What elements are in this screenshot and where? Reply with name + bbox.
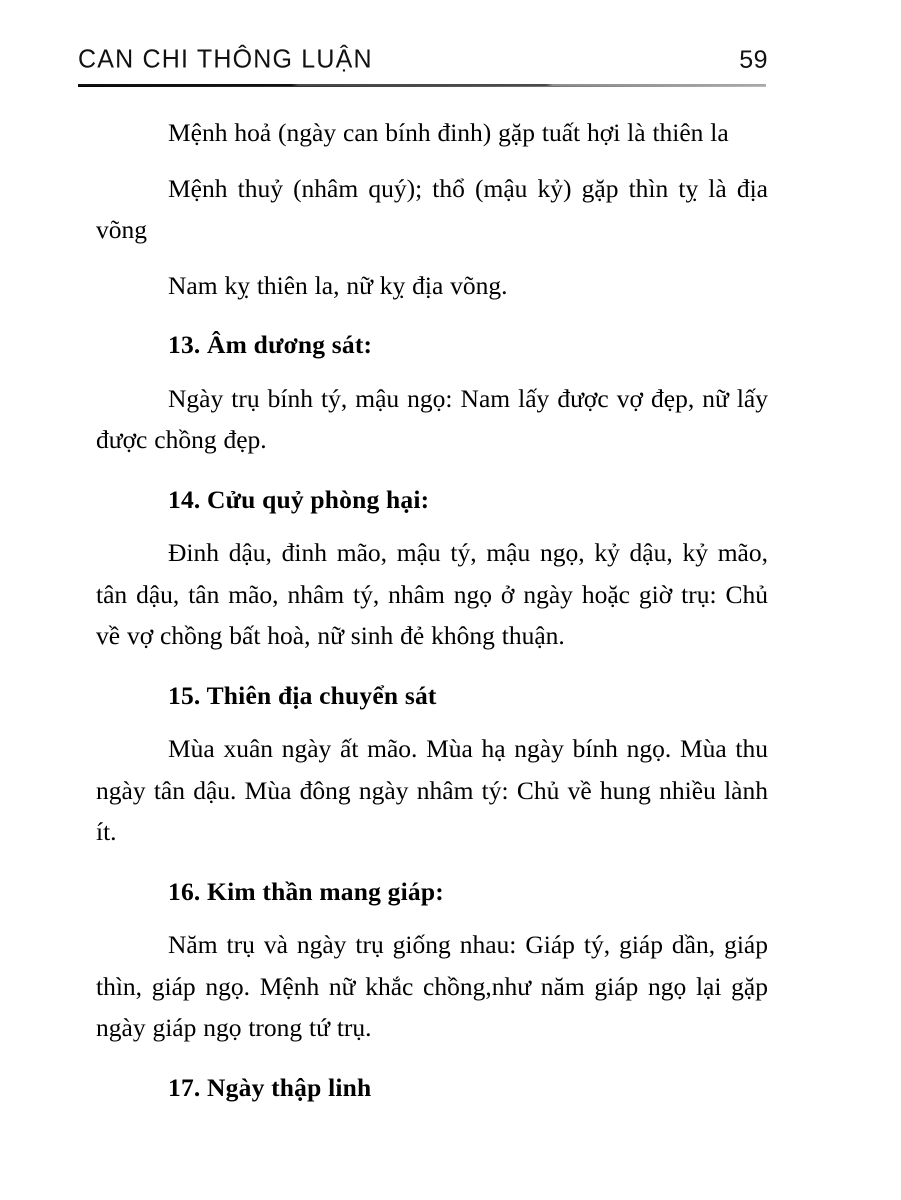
body-paragraph: Đinh dậu, đinh mão, mậu tý, mậu ngọ, kỷ dậu, kỷ mão, tân dậu, tân mão, nhâm tý, nhâm ngọ ở ngày hoặc giờ trụ: Chủ về vợ chồng bất hoà, nữ sinh đẻ không thuận.	[96, 538, 768, 650]
page-title: CAN CHI THÔNG LUẬN	[78, 44, 373, 74]
header-rule	[78, 84, 766, 87]
body-paragraph: Mệnh thuỷ (nhâm quý); thổ (mậu kỷ) gặp thìn tỵ là địa võng	[96, 173, 768, 244]
body-text-block	[96, 112, 768, 1120]
section-heading: 14. Cửu quỷ phòng hại:	[168, 484, 430, 514]
section-heading: 16. Kim thần mang giáp:	[168, 876, 444, 906]
running-head	[78, 46, 768, 80]
body-paragraph: Mùa xuân ngày ất mão. Mùa hạ ngày bính ngọ. Mùa thu ngày tân dậu. Mùa đông ngày nhâm tý: Chủ về hung nhiều lành ít.	[96, 734, 768, 846]
body-paragraph: Mệnh hoả (ngày can bính đinh) gặp tuất hợi là thiên la	[168, 118, 729, 147]
body-paragraph: Nam kỵ thiên la, nữ kỵ địa võng.	[168, 270, 508, 300]
page-number: 59	[739, 46, 768, 74]
section-heading: 13. Âm dương sát:	[168, 330, 373, 359]
body-paragraph: Ngày trụ bính tý, mậu ngọ: Nam lấy được vợ đẹp, nữ lấy được chồng đẹp.	[96, 383, 768, 454]
body-paragraph: Năm trụ và ngày trụ giống nhau: Giáp tý, giáp dần, giáp thìn, giáp ngọ. Mệnh nữ khắc chồng,như năm giáp ngọ lại gặp ngày giáp ngọ trong tứ trụ.	[96, 930, 768, 1042]
section-heading: 17. Ngày thập linh	[168, 1072, 372, 1102]
section-heading: 15. Thiên địa chuyển sát	[168, 680, 437, 710]
